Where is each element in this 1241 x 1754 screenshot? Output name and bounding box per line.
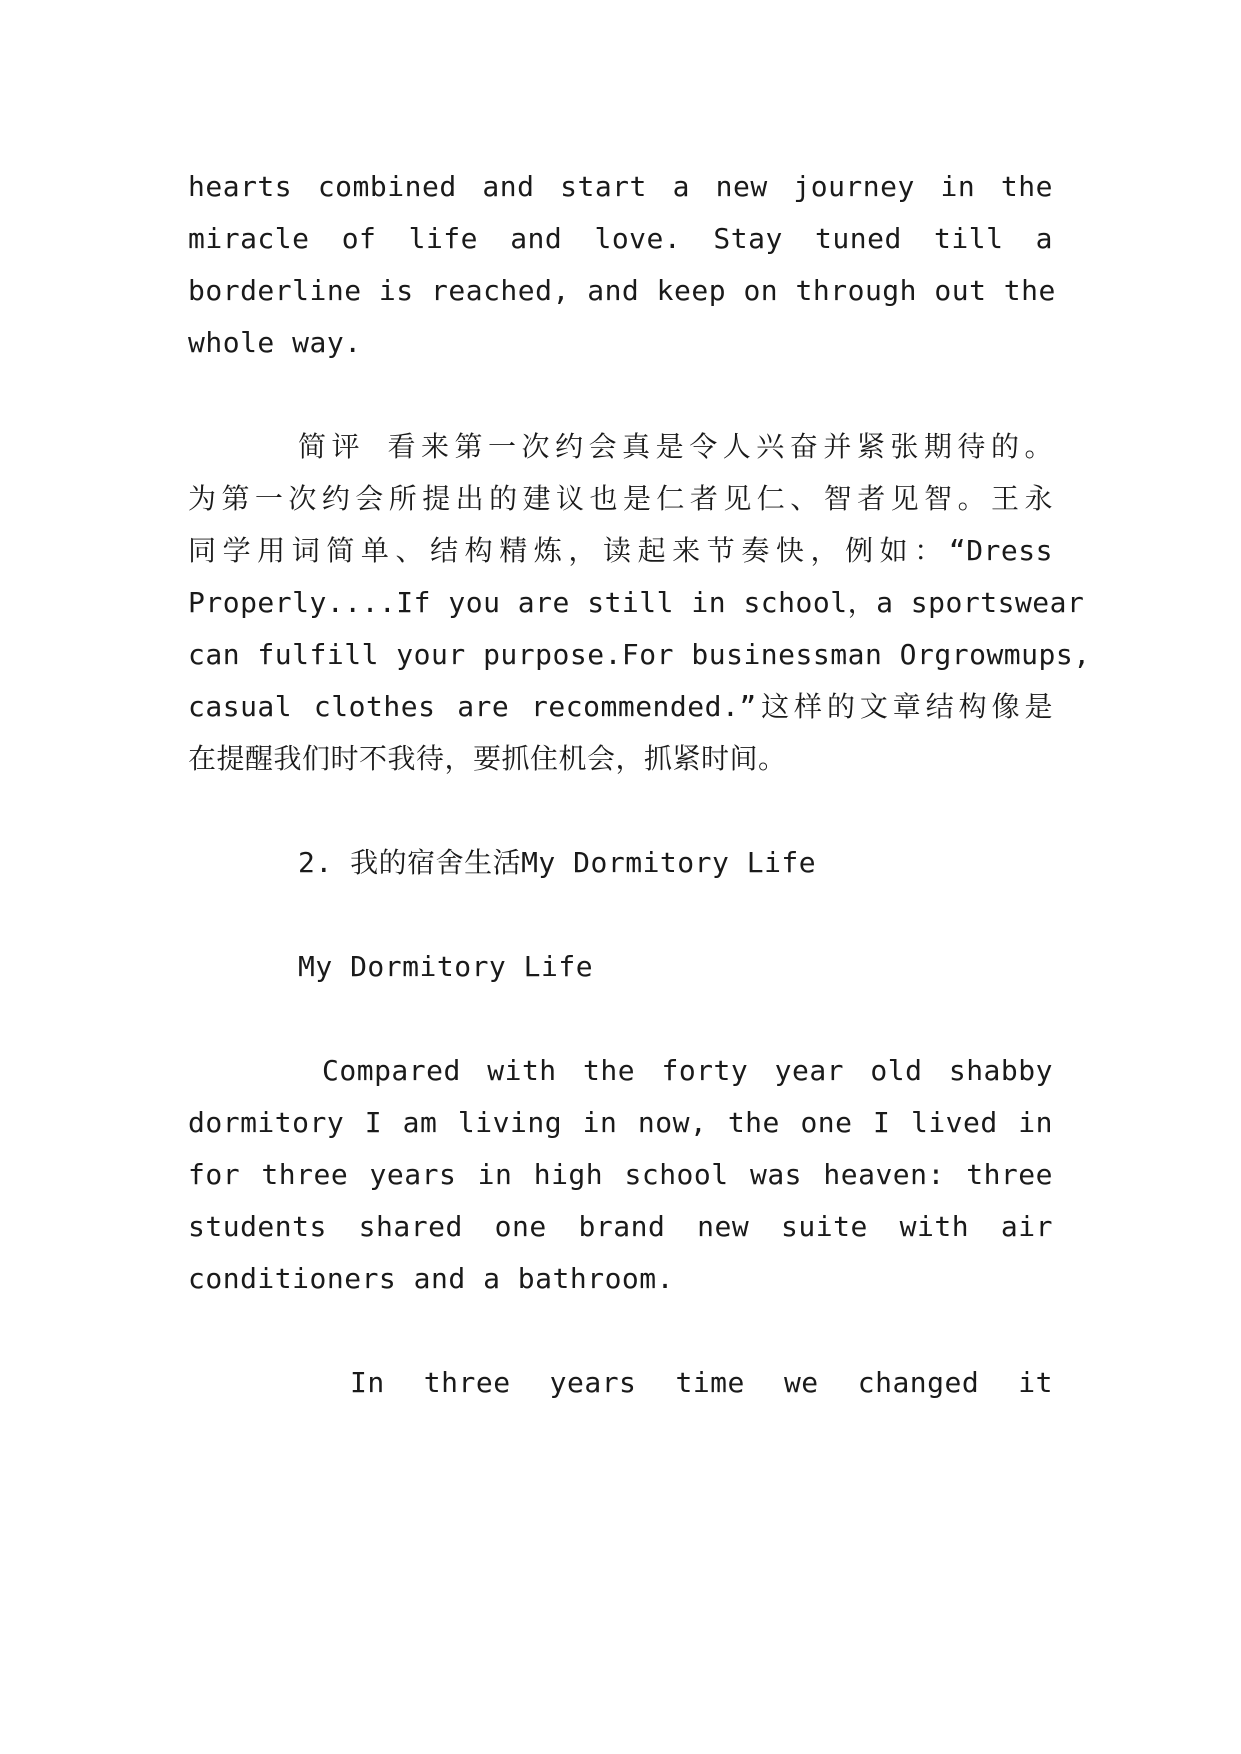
- essay-title: My Dormitory Life: [298, 950, 594, 983]
- paragraph-line: Compared with the forty year old shabby: [322, 1054, 1053, 1087]
- paragraph-line: miracle of life and love. Stay tuned till a: [188, 222, 1053, 255]
- commentary-line: casual clothes are recommended.”这样的文章结构像是: [188, 690, 1053, 723]
- commentary-line: Properly....If you are still in school，a sportswear: [188, 586, 1085, 619]
- paragraph-line: dormitory I am living in now, the one I lived in: [188, 1106, 1053, 1139]
- paragraph-line: students shared one brand new suite with air: [188, 1210, 1053, 1243]
- paragraph-line: whole way.: [188, 326, 362, 359]
- commentary-line: can fulfill your purpose.For businessman Orgrowmups,: [188, 638, 1091, 671]
- commentary-line: 在提醒我们时不我待，要抓住机会，抓紧时间。: [188, 742, 787, 775]
- commentary-line: 同学用词简单、结构精炼，读起来节奏快，例如：“Dress: [188, 534, 1053, 567]
- paragraph-line: hearts combined and start a new journey in the: [188, 170, 1053, 203]
- paragraph-line: borderline is reached, and keep on through out the: [188, 274, 1056, 307]
- paragraph-line: In three years time we changed it: [350, 1366, 1053, 1399]
- commentary-line: 简评 看来第一次约会真是令人兴奋并紧张期待的。: [298, 430, 1053, 463]
- section-heading: 2. 我的宿舍生活My Dormitory Life: [298, 846, 817, 879]
- paragraph-line: conditioners and a bathroom.: [188, 1262, 675, 1295]
- paragraph-line: for three years in high school was heaven: three: [188, 1158, 1053, 1191]
- commentary-line: 为第一次约会所提出的建议也是仁者见仁、智者见智。王永: [188, 482, 1053, 515]
